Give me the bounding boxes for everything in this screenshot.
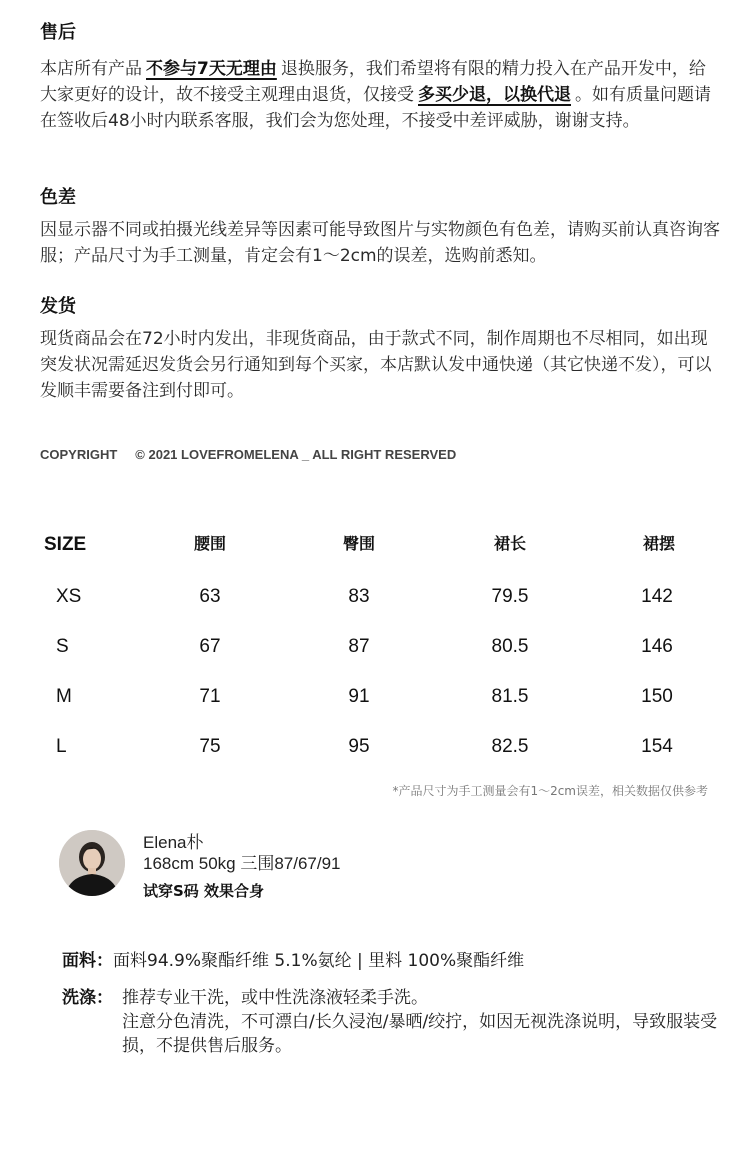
copyright-text: © 2021 LOVEFROMELENA _ ALL RIGHT RESERVED [135,447,457,462]
model-avatar [59,830,125,896]
hem-value: 142 [641,586,673,607]
model-stats: 168cm 50kg 三围87/67/91 [143,854,341,873]
shipping-text: 现货商品会在72小时内发出，非现货商品，由于款式不同，制作周期也不尽相同，如出现突发状况需延迟发货会另行通知到每个买家，本店默认发中通快递（其它快递不发），可以发顺丰需要备注到付即可。 [40,329,712,401]
header-hem: 裙摆 [642,536,675,553]
copyright-label: COPYRIGHT [40,447,118,462]
hip-value: 83 [348,586,370,607]
length-value: 82.5 [491,736,529,757]
length-value: 80.5 [491,636,529,657]
waist-value: 75 [199,736,221,757]
hem-value: 146 [641,636,673,657]
care-line-1: 推荐专业干洗，或中性洗涤液轻柔手洗。 [122,988,428,1008]
after-sales-text [40,56,720,134]
waist-value: 63 [199,586,221,607]
size-label: M [56,686,72,707]
care-line-2: 注意分色清洗，不可漂白/长久浸泡/暴晒/绞拧，如因无视洗涤说明，导致服装受损，不提供售后服务。 [122,1012,718,1056]
hip-value: 91 [348,686,370,707]
model-portrait-icon [59,830,125,896]
size-label: L [56,736,67,757]
copyright-line [40,447,456,462]
model-fit: 试穿S码 效果合身 [143,882,265,900]
hem-value: 154 [641,736,673,757]
table-row [0,632,750,662]
highlight-exchange-policy: 多买少退，以换代退 [418,85,571,105]
header-length: 裙长 [493,536,526,553]
table-row [0,732,750,762]
after-sales-text-part3: 。如有质量问题请在签收后48小时内联系客服，我们会为您处理，不接受中差评威胁，谢谢支持。 [40,85,711,131]
after-sales-text-part2: 退换服务，我们希望将有限的精力投入在产品开发中，给大家更好的设计，故不接受主观理由退货，仅接受 [40,59,706,105]
fabric-label: 面料： [62,951,113,971]
color-diff-title: 色差 [40,187,76,208]
after-sales-title: 售后 [40,22,76,43]
hip-value: 87 [348,636,370,657]
table-row [0,582,750,612]
length-value: 81.5 [491,686,529,707]
length-value: 79.5 [491,586,529,607]
waist-value: 71 [199,686,221,707]
after-sales-text-part1: 本店所有产品 [40,59,142,79]
table-row [0,682,750,712]
color-diff-text: 因显示器不同或拍摄光线差异等因素可能导致图片与实物颜色有色差，请购买前认真咨询客服；产品尺寸为手工测量，肯定会有1～2cm的误差，选购前悉知。 [40,220,720,266]
hem-value: 150 [641,686,673,707]
care-label: 洗涤： [62,988,113,1008]
waist-value: 67 [199,636,221,657]
header-waist: 腰围 [193,536,226,553]
size-label: XS [56,586,82,607]
shipping-title: 发货 [40,296,76,317]
fabric-info [62,946,524,971]
measurement-note: *产品尺寸为手工测量会有1～2cm误差，相关数据仅供参考 [392,784,708,798]
header-hip: 臀围 [342,536,375,553]
highlight-no-7-day-return: 不参与7天无理由 [146,59,277,79]
fabric-text: 面料94.9%聚酯纤维 5.1%氨纶 | 里料 100%聚酯纤维 [113,951,525,971]
model-name: Elena朴 [143,833,204,852]
size-label: S [56,636,69,657]
size-table-header [0,530,750,560]
hip-value: 95 [348,736,370,757]
header-size: SIZE [44,534,87,555]
